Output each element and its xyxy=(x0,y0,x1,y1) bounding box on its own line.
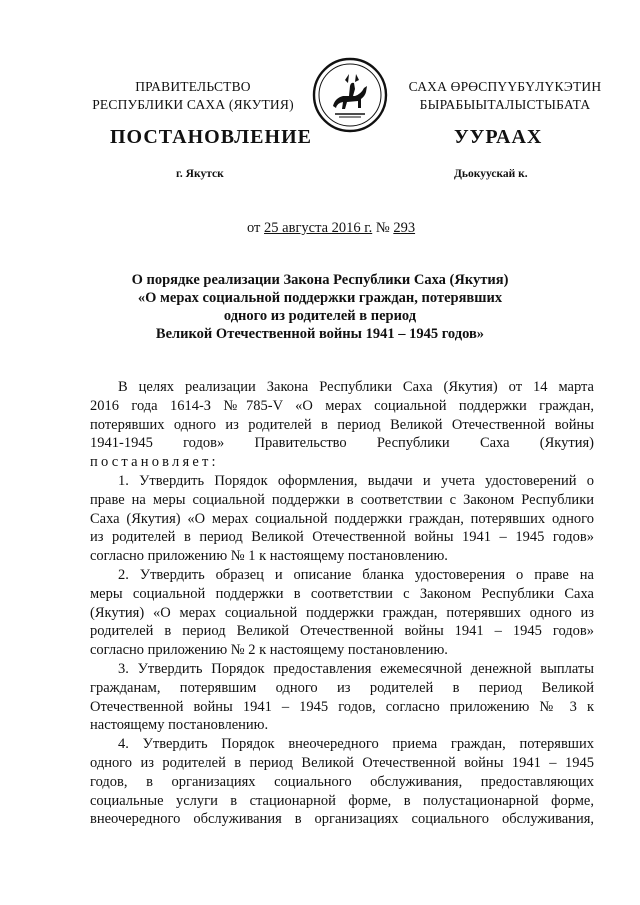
item-1-text: 1. Утвердить Порядок оформления, выдачи и учета удостоверений о xyxy=(118,472,594,489)
item-4-line: годов, в организациях социального обслуживания, предоставляющих xyxy=(90,773,594,790)
item-2-line xyxy=(90,566,594,585)
date-line xyxy=(247,220,415,237)
right-authority-line2: БЫРАБЫЫТАЛЫСТЫБАТА xyxy=(419,97,591,112)
item-3-line xyxy=(90,660,594,679)
item-4-line: одного из родителей в период Великой Отечественной войны 1941 – 1945 xyxy=(90,754,594,771)
doc-type-ru: ПОСТАНОВЛЕНИЕ xyxy=(110,126,312,148)
decree-number: 293 xyxy=(393,220,416,236)
item-3-text: 3. Утвердить Порядок предоставления ежемесячной денежной выплаты xyxy=(118,660,594,677)
item-4-text: 4. Утвердить Порядок внеочередного приема граждан, потерявших xyxy=(118,736,594,753)
decree-date: 25 августа 2016 г. xyxy=(264,220,373,236)
doc-type-sakha: УУРААХ xyxy=(454,126,543,148)
item-2-line: согласно приложению № 2 к настоящему постановлению. xyxy=(90,642,448,659)
city-sakha: Дьокуускай к. xyxy=(454,168,528,180)
item-4-line: социальные услуги в стационарной форме, в полустационарной форме, xyxy=(90,792,594,809)
left-authority-line1: ПРАВИТЕЛЬСТВО xyxy=(135,79,251,94)
intro-line: 1941-1945 годов» Правительство Республики Саха (Якутия) xyxy=(90,435,594,452)
item-1-line: праве на меры социальной поддержки в соответствии с Законом Республики xyxy=(90,491,594,508)
item-1-line: согласно приложению № 1 к настоящему постановлению. xyxy=(90,548,448,565)
item-3-line: Отечественной войны 1941 – 1945 годов, согласно приложению № 3 к xyxy=(90,698,594,715)
intro-line xyxy=(90,378,594,397)
right-authority-line1: САХА ӨРӨСПҮҮБҮЛҮКЭТИН xyxy=(408,79,602,94)
item-2-text: 2. Утвердить образец и описание бланка удостоверения о праве на xyxy=(118,566,594,583)
title-line4: Великой Отечественной войны 1941 – 1945 годов» xyxy=(155,326,485,342)
item-1-line: Саха (Якутия) «О мерах социальной поддержки граждан, потерявших одного xyxy=(90,510,594,527)
city-ru: г. Якутск xyxy=(176,168,224,180)
decree-title xyxy=(90,271,550,343)
item-1-line xyxy=(90,472,594,491)
item-3-line: гражданам, потерявшим одного из родителей в период Великой xyxy=(90,679,594,696)
item-1-line: из родителей в период Великой Отечественной войны 1941 – 1945 годов» xyxy=(90,529,594,546)
date-prefix: от xyxy=(247,220,265,236)
number-label: № xyxy=(372,220,394,236)
left-authority-name xyxy=(88,78,298,114)
decree-body xyxy=(90,378,594,829)
item-2-line: (Якутия) «О мерах социальной поддержки граждан, потерявших одного из xyxy=(90,604,594,621)
left-authority-line2: РЕСПУБЛИКИ САХА (ЯКУТИЯ) xyxy=(92,97,294,112)
intro-text: В целях реализации Закона Республики Саха (Якутия) от 14 марта xyxy=(118,379,594,395)
intro-line: потерявших одного из родителей в период Великой Отечественной войны xyxy=(90,416,594,433)
title-line3: одного из родителей в период xyxy=(223,308,417,324)
intro-line: 2016 года 1614-З №785-V «О мерах социальной поддержки граждан, xyxy=(90,397,594,414)
item-4-line: внеочередного обслуживания в организациях социального обслуживания, xyxy=(90,811,594,828)
intro-line: постановляет: xyxy=(90,454,219,471)
item-2-line: родителей в период Великой Отечественной войны 1941 – 1945 годов» xyxy=(90,623,594,640)
right-authority-name xyxy=(380,78,630,114)
coat-of-arms-icon xyxy=(311,56,389,134)
item-3-line: настоящему постановлению. xyxy=(90,717,269,734)
item-4-line xyxy=(90,735,594,754)
title-line2: «О мерах социальной поддержки граждан, потерявших xyxy=(137,290,503,306)
title-line1: О порядке реализации Закона Республики Саха (Якутия) xyxy=(131,272,509,288)
item-2-line: меры социальной поддержки в соответствии с Законом Республики Саха xyxy=(90,585,594,602)
